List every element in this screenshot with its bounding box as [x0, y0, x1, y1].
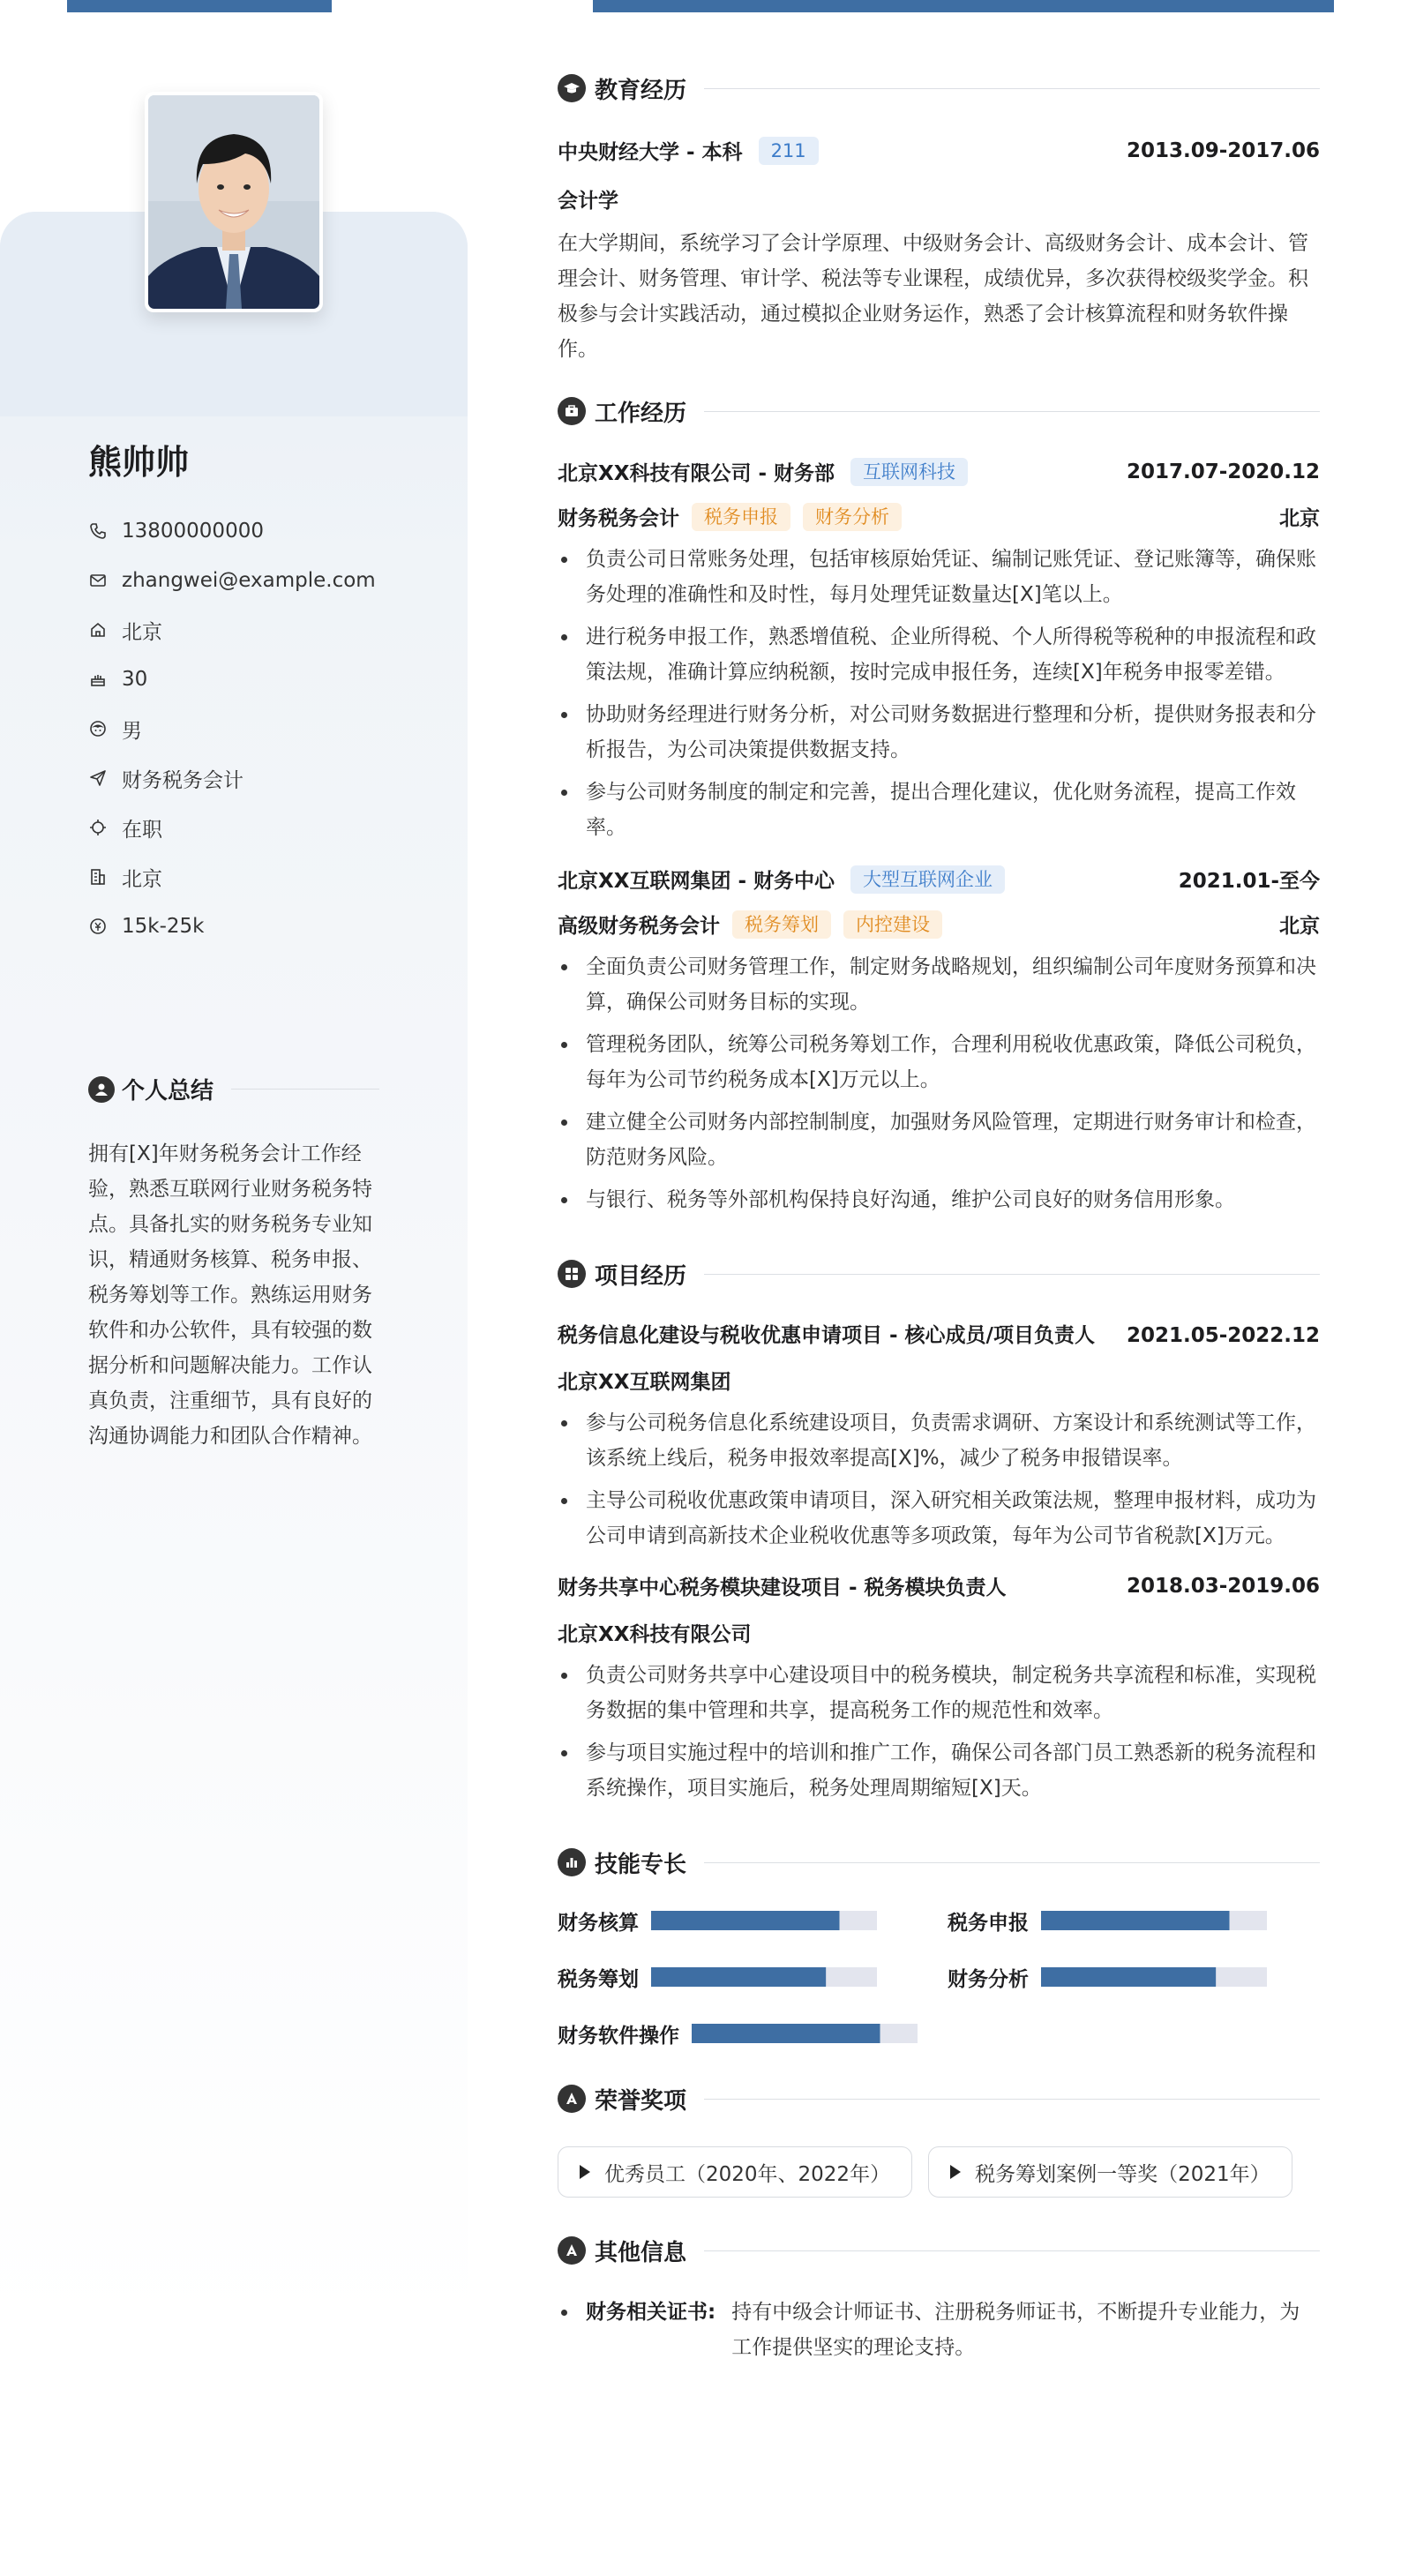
job-date: 2017.07-2020.12 [1126, 460, 1320, 483]
honor-text: 税务筹划案例一等奖（2021年） [975, 2162, 1270, 2186]
section-title-text: 技能专长 [595, 1851, 687, 1878]
list-item: 主导公司税收优惠政策申请项目，深入研究相关政策法规，整理申报材料，成功为公司申请到高新技术企业税收优惠等多项政策，每年为公司节省税款[X]万元。 [558, 1483, 1320, 1554]
skill-label: 税务筹划 [558, 1967, 639, 1991]
project-org: 北京XX科技有限公司 [558, 1623, 752, 1646]
info-item-location [88, 605, 376, 655]
skill-bar-fill [1041, 1967, 1216, 1987]
summary-title: 个人总结 [122, 1078, 214, 1105]
skill-label: 税务申报 [948, 1911, 1029, 1935]
divider [704, 1274, 1320, 1275]
school-tag: 211 [759, 137, 819, 165]
info-text: 30 [122, 668, 148, 691]
other-item-key: 财务相关证书: [558, 2295, 715, 2365]
section-title-text: 荣誉奖项 [595, 2087, 687, 2115]
status-icon [88, 818, 108, 837]
skill-bar [1041, 1911, 1267, 1930]
skill-label: 财务软件操作 [558, 2024, 679, 2048]
list-item: 负责公司财务共享中心建设项目中的税务模块，制定税务共享流程和标准，实现税务数据的集中管理和共享，提高税务工作的规范性和效率。 [558, 1658, 1320, 1728]
skill-label: 财务核算 [558, 1911, 639, 1935]
info-text: 财务税务会计 [122, 768, 243, 792]
info-text: 北京 [122, 867, 162, 891]
skill-bar [692, 2024, 918, 2043]
project-name: 财务共享中心税务模块建设项目 - 税务模块负责人 [558, 1576, 1007, 1599]
honors-section-title [558, 2078, 1320, 2120]
person-name: 熊帅帅 [88, 443, 190, 482]
education-date: 2013.09-2017.06 [1126, 139, 1320, 162]
school-name: 中央财经大学 - 本科 [558, 141, 743, 164]
education-description: 在大学期间，系统学习了会计学原理、中级财务会计、高级财务会计、成本会计、管理会计、财务管理、审计学、税法等专业课程，成绩优异，多次获得校级奖学金。积极参与会计实践活动，通过模拟企业财务运作，熟悉了会计核算流程和财务软件操作。 [558, 232, 1308, 361]
info-text: 北京 [122, 620, 162, 644]
info-item-city [88, 852, 376, 902]
honor-item [558, 2146, 912, 2198]
top-accent-bar-right [593, 0, 1334, 12]
company-name: 北京XX互联网集团 - 财务中心 [558, 870, 835, 893]
job-bullets [558, 949, 1320, 1217]
role-tag: 税务筹划 [732, 910, 831, 939]
award-icon [558, 2085, 586, 2113]
skills-grid [558, 1908, 1320, 2046]
project-bullets [558, 1658, 1320, 1806]
project-name: 税务信息化建设与税收优惠申请项目 - 核心成员/项目负责人 [558, 1324, 1095, 1347]
job-entry [558, 457, 1320, 845]
skill-bar [1041, 1967, 1267, 1987]
list-item: 管理税务团队，统筹公司税务筹划工作，合理利用税收优惠政策，降低公司税负，每年为公司节约税务成本[X]万元以上。 [558, 1027, 1320, 1097]
skill-bar-fill [651, 1967, 826, 1987]
work-section-title [558, 390, 1320, 432]
building-icon [88, 867, 108, 887]
list-item: 与银行、税务等外部机构保持良好沟通，维护公司良好的财务信用形象。 [558, 1182, 1320, 1217]
project-entry [558, 1571, 1320, 1806]
summary-text: 拥有[X]年财务税务会计工作经验，熟悉互联网行业财务税务特点。具备扎实的财务税务专业知识，精通财务核算、税务申报、税务筹划等工作。熟练运用财务软件和办公软件，具有较强的数据分析和问题解决能力。工作认真负责，注重细节，具有良好的沟通协调能力和团队合作精神。 [88, 1142, 372, 1448]
home-icon [88, 620, 108, 640]
skill-item [558, 1965, 948, 1989]
skill-bar [651, 1967, 877, 1987]
list-item: 负责公司日常账务处理，包括审核原始凭证、编制记账凭证、登记账簿等，确保账务处理的准确性和及时性，每月处理凭证数量达[X]笔以上。 [558, 542, 1320, 612]
project-date: 2018.03-2019.06 [1126, 1574, 1320, 1598]
honor-item [928, 2146, 1292, 2198]
graduation-cap-icon [558, 74, 586, 102]
skill-item [558, 2021, 948, 2046]
info-item-salary [88, 902, 376, 951]
info-item-position [88, 753, 376, 803]
list-item: 参与公司税务信息化系统建设项目，负责需求调研、方案设计和系统测试等工作，该系统上线后，税务申报效率提高[X]%，减少了税务申报错误率。 [558, 1405, 1320, 1476]
job-city: 北京 [1279, 507, 1320, 530]
info-item-status [88, 803, 376, 852]
job-date: 2021.01-至今 [1178, 870, 1320, 893]
skill-label: 财务分析 [948, 1967, 1029, 1991]
info-text: zhangwei@example.com [122, 569, 376, 592]
project-entry [558, 1318, 1320, 1554]
list-item: 全面负责公司财务管理工作，制定财务战略规划，组织编制公司年度财务预算和决算，确保公司财务目标的实现。 [558, 949, 1320, 1020]
skill-bar-fill [651, 1911, 840, 1930]
skill-item [558, 1908, 948, 1933]
list-item: 协助财务经理进行财务分析，对公司财务数据进行整理和分析，提供财务报表和分析报告，为公司决策提供数据支持。 [558, 697, 1320, 768]
info-text: 男 [122, 719, 142, 743]
divider [704, 2250, 1320, 2251]
briefcase-icon [558, 397, 586, 425]
section-title-text: 教育经历 [595, 77, 687, 104]
info-item-phone [88, 506, 376, 556]
projects-section-title [558, 1253, 1320, 1295]
job-role: 财务税务会计 [558, 507, 679, 530]
section-title-text: 工作经历 [595, 400, 687, 427]
skill-bar-fill [1041, 1911, 1230, 1930]
section-title-text: 项目经历 [595, 1262, 687, 1290]
info-item-gender [88, 704, 376, 753]
job-city: 北京 [1279, 915, 1320, 938]
company-tag: 互联网科技 [850, 458, 968, 486]
contact-info-list [88, 506, 376, 951]
other-item-value: 持有中级会计师证书、注册税务师证书，不断提升专业能力，为工作提供坚实的理论支持。 [731, 2301, 1300, 2359]
skill-bar-fill [692, 2024, 880, 2043]
job-bullets [558, 542, 1320, 845]
honors-list [558, 2146, 1320, 2198]
divider [231, 1089, 379, 1090]
divider [704, 88, 1320, 89]
education-section-title [558, 67, 1320, 109]
play-icon [950, 2165, 961, 2179]
list-item: 参与项目实施过程中的培训和推广工作，确保公司各部门员工熟悉新的税务流程和系统操作，项目实施后，税务处理周期缩短[X]天。 [558, 1735, 1320, 1806]
user-icon [88, 1076, 115, 1103]
info-text: 在职 [122, 818, 162, 842]
section-title-text: 其他信息 [595, 2239, 687, 2266]
phone-icon [88, 521, 108, 541]
avatar [145, 92, 323, 312]
role-tag: 内控建设 [843, 910, 942, 939]
skill-item [948, 1908, 1320, 1933]
project-org: 北京XX互联网集团 [558, 1371, 731, 1394]
honor-text: 优秀员工（2020年、2022年） [604, 2162, 891, 2186]
play-icon [580, 2165, 590, 2179]
skills-section-title [558, 1841, 1320, 1883]
cake-icon [88, 670, 108, 689]
list-item: 进行税务申报工作，熟悉增值税、企业所得税、个人所得税等税种的申报流程和政策法规，准确计算应纳税额，按时完成申报任务，连续[X]年税务申报零差错。 [558, 619, 1320, 690]
info-item-age [88, 655, 376, 704]
list-item: 建立健全公司财务内部控制制度，加强财务风险管理，定期进行财务审计和检查，防范财务风险。 [558, 1105, 1320, 1175]
info-text: 13800000000 [122, 520, 264, 543]
divider [704, 2099, 1320, 2100]
top-accent-bar-left [67, 0, 332, 12]
job-role: 高级财务税务会计 [558, 915, 720, 938]
summary-section-title [88, 1073, 379, 1105]
skill-bar [651, 1911, 877, 1930]
info-item-email [88, 556, 376, 605]
role-tag: 税务申报 [692, 503, 790, 531]
divider [704, 1862, 1320, 1863]
other-item [558, 2295, 1320, 2365]
gender-icon [88, 719, 108, 738]
salary-icon [88, 917, 108, 936]
list-item: 参与公司财务制度的制定和完善，提出合理化建议，优化财务流程，提高工作效率。 [558, 775, 1320, 845]
education-header [558, 136, 1320, 165]
main-content [558, 67, 1320, 2365]
company-name: 北京XX科技有限公司 - 财务部 [558, 462, 835, 485]
info-text: 15k-25k [122, 915, 205, 938]
avatar-portrait [148, 95, 319, 309]
project-bullets [558, 1405, 1320, 1554]
bar-chart-icon [558, 1848, 586, 1876]
divider [704, 411, 1320, 412]
skill-item [948, 1965, 1320, 1989]
role-tag: 财务分析 [803, 503, 902, 531]
education-major: 会计学 [558, 190, 618, 213]
mail-icon [88, 571, 108, 590]
other-section-title [558, 2229, 1320, 2272]
job-entry [558, 865, 1320, 1217]
project-date: 2021.05-2022.12 [1126, 1324, 1320, 1347]
grid-icon [558, 1260, 586, 1288]
award-icon [558, 2236, 586, 2265]
send-icon [88, 768, 108, 788]
company-tag: 大型互联网企业 [850, 865, 1005, 894]
